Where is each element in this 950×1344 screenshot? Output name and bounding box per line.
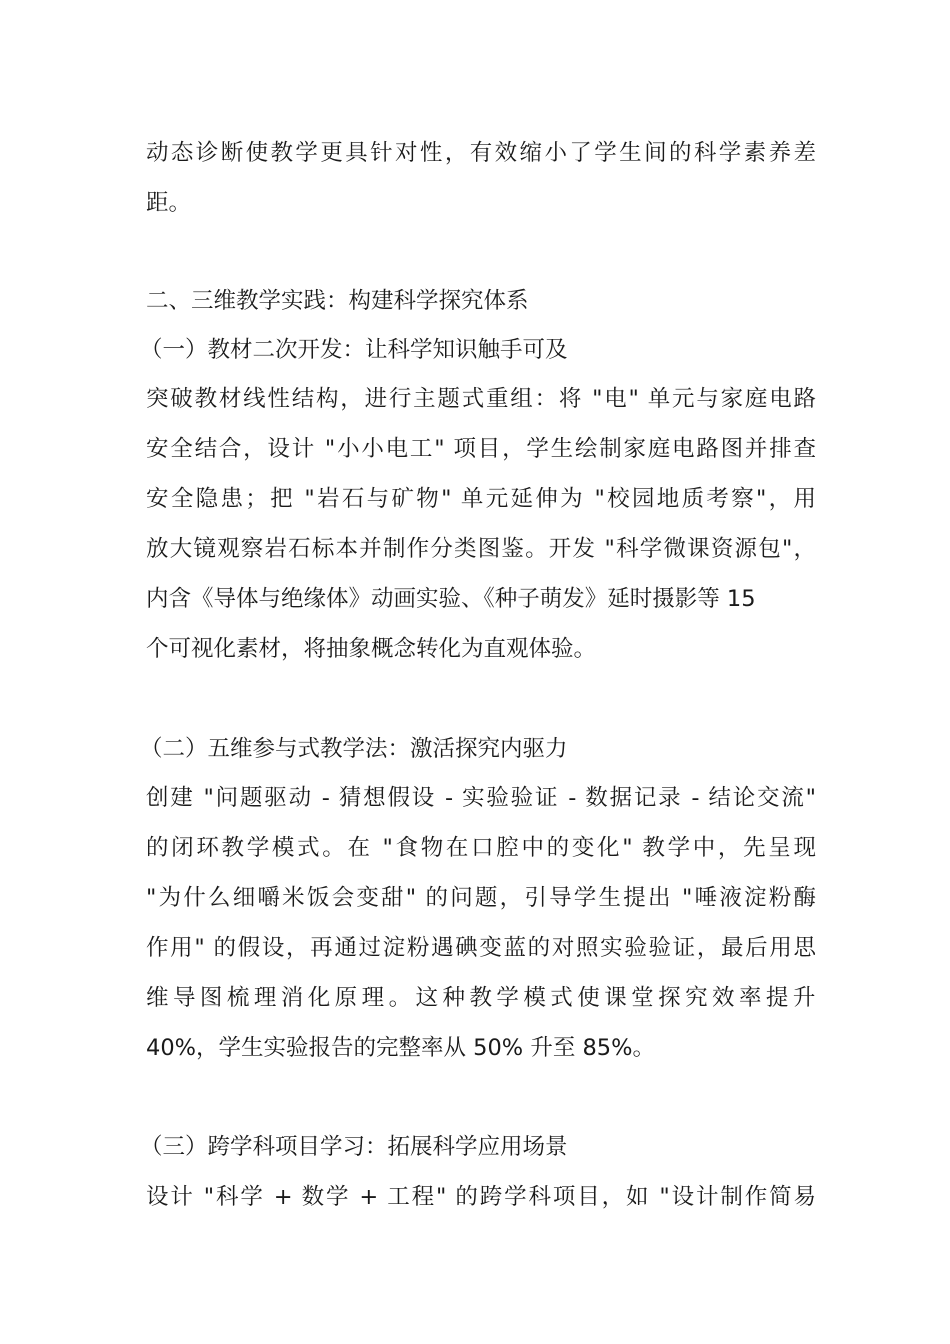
paragraph-line: 设计 "科学 + 数学 + 工程" 的跨学科项目，如 "设计制作简易 <box>146 1184 816 1210</box>
subsection-heading: （二）五维参与式教学法：激活探究内驱力 <box>140 736 568 762</box>
paragraph-line: 内含《导体与绝缘体》动画实验、《种子萌发》延时摄影等 15 <box>146 586 756 612</box>
subsection-heading: （一）教材二次开发：让科学知识触手可及 <box>140 337 568 363</box>
subsection-heading: （三）跨学科项目学习：拓展科学应用场景 <box>140 1134 568 1160</box>
paragraph-line: 个可视化素材，将抽象概念转化为直观体验。 <box>146 636 597 662</box>
paragraph-line: 40%，学生实验报告的完整率从 50% 升至 85%。 <box>146 1035 655 1061</box>
paragraph-line: 安全结合，设计 "小小电工" 项目，学生绘制家庭电路图并排查 <box>146 436 816 462</box>
paragraph-line: 放大镜观察岩石标本并制作分类图鉴。开发 "科学微课资源包"， <box>146 536 816 562</box>
paragraph-line: 安全隐患；把 "岩石与矿物" 单元延伸为 "校园地质考察"，用 <box>146 486 816 512</box>
paragraph-line: "为什么细嚼米饭会变甜" 的问题，引导学生提出 "唾液淀粉酶 <box>146 885 816 911</box>
paragraph-line: 作用" 的假设，再通过淀粉遇碘变蓝的对照实验验证，最后用思 <box>146 935 816 961</box>
paragraph-line: 动态诊断使教学更具针对性，有效缩小了学生间的科学素养差 <box>146 140 816 166</box>
paragraph-line: 创建 "问题驱动 - 猜想假设 - 实验验证 - 数据记录 - 结论交流" <box>146 785 816 811</box>
paragraph-line: 距。 <box>146 190 192 216</box>
section-heading: 二、三维教学实践：构建科学探究体系 <box>146 288 529 314</box>
paragraph-line: 维导图梳理消化原理。这种教学模式使课堂探究效率提升 <box>146 985 816 1011</box>
paragraph-line: 的闭环教学模式。在 "食物在口腔中的变化" 教学中，先呈现 <box>146 835 816 861</box>
paragraph-line: 突破教材线性结构，进行主题式重组：将 "电" 单元与家庭电路 <box>146 386 816 412</box>
